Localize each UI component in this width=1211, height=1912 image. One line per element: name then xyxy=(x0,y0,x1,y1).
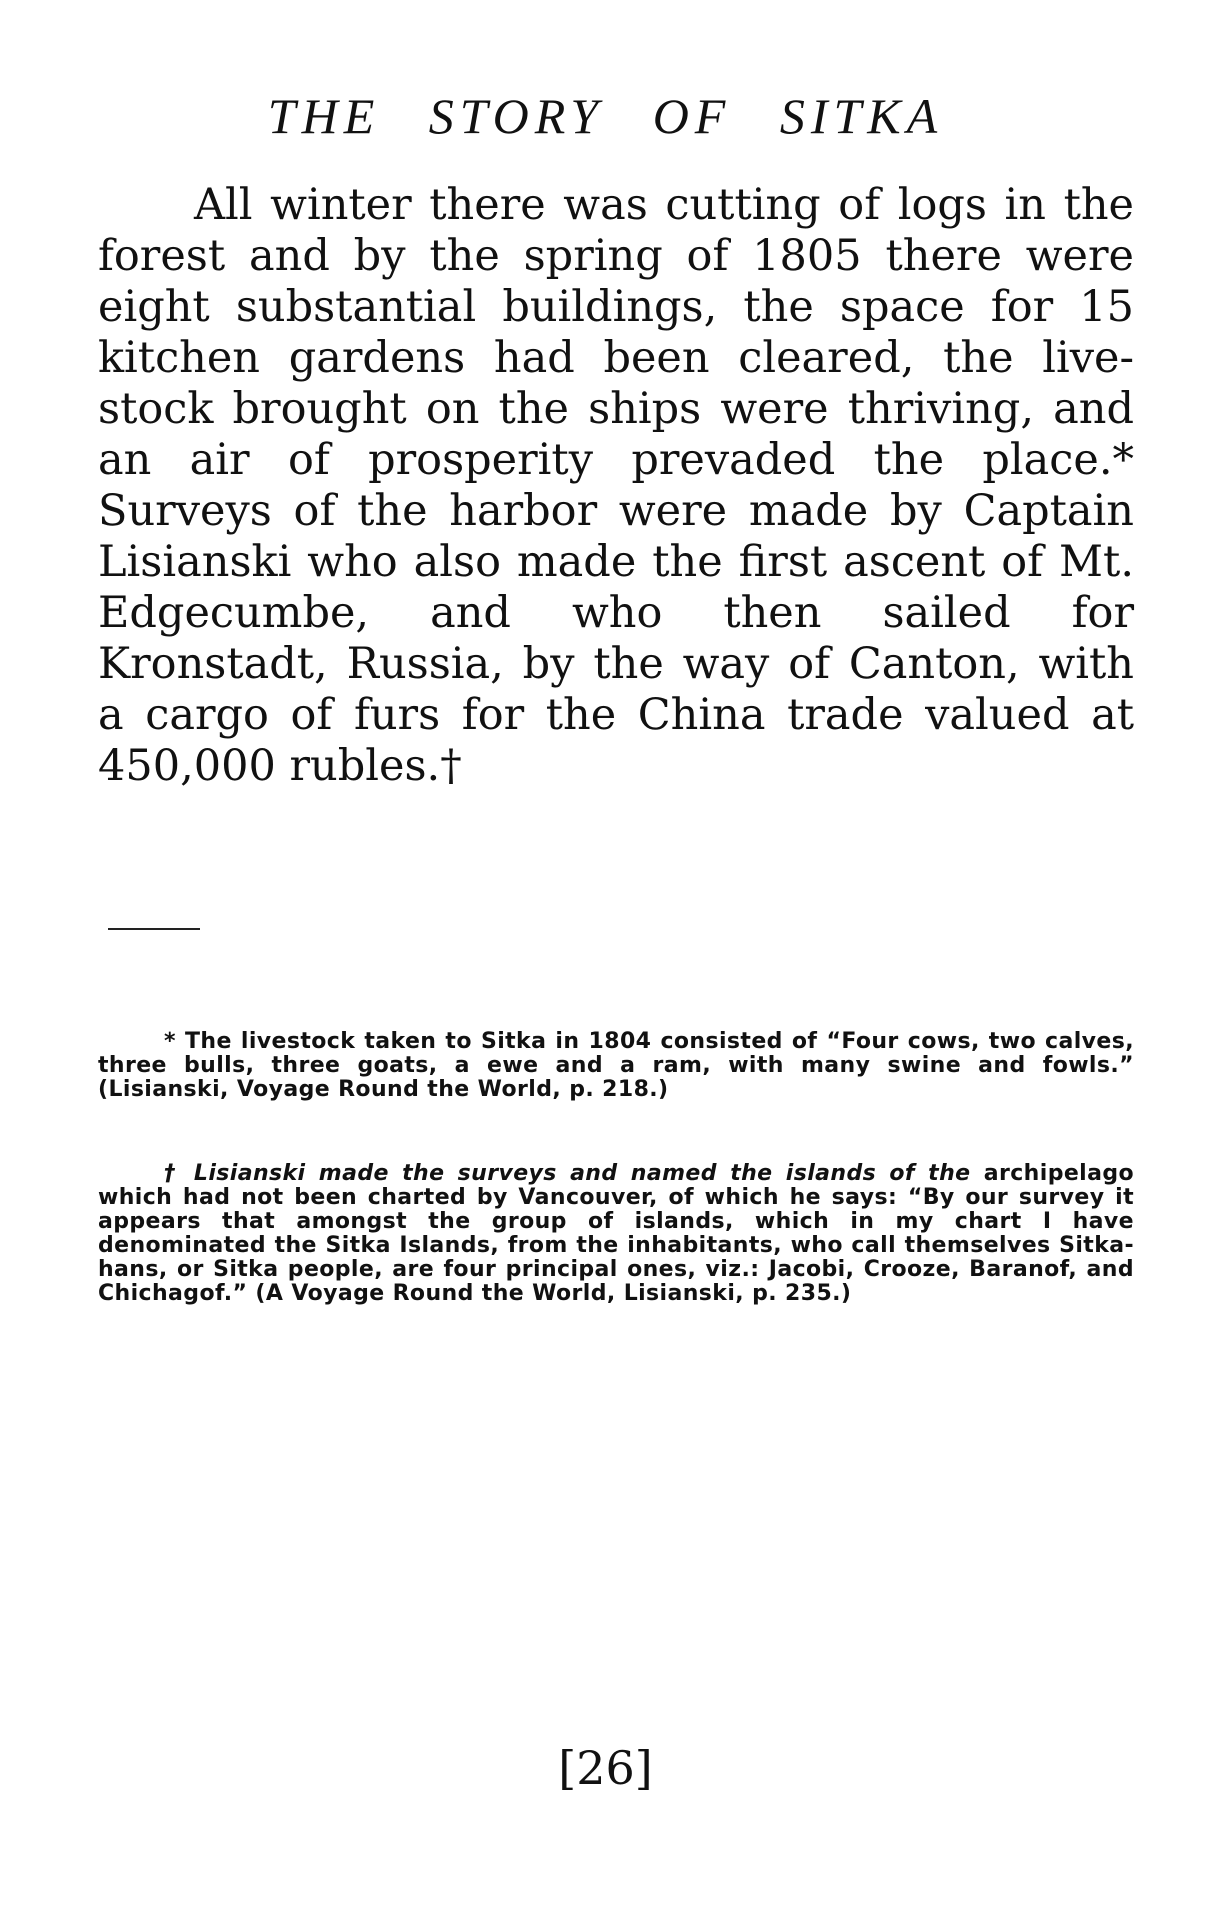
footnote-2-text: archipelago which had not been charted by Vancouver, of which he says: “By our survey it appears that amongst the group of islands, which in my chart I have denominated the Sitka Islands, from the inhabitants, who call themselves Sitka-hans, or Sitka people, are four principal ones, viz.: Jacobi, Crooze, Baranof, and Chichagof.” (A Voyage Round the World, Lisianski, p. 235.) xyxy=(98,1161,1135,1306)
footnote-1-text: The livestock taken to Sitka in 1804 consisted of “Four cows, two calves, three bulls, three goats, a ewe and a ram, with many swine and fowls.” (Lisianski, Voyage Round the World, p. 218.) xyxy=(98,1029,1135,1102)
body-paragraph: All winter there was cutting of logs in the forest and by the spring of 1805 there were eight substantial buildings, the space for 15 kitchen gardens had been cleared, the live-stock brought on the ships were thriving, and an air of prosperity prevaded the place.* Surveys of the harbor were made by Captain Lisianski who also made the first ascent of Mt. Edgecumbe, and who then sailed for Kronstadt, Russia, by the way of Canton, with a cargo of furs for the China trade valued at 450,000 rubles.† xyxy=(98,180,1134,791)
footnote-2 xyxy=(98,1162,1134,1306)
running-title: THE STORY OF SITKA xyxy=(267,88,944,144)
footnote-2-italic-lead: Lisianski made the surveys and named the islands of the xyxy=(193,1161,971,1186)
footnote-divider xyxy=(108,928,200,930)
footnote-1-marker: * xyxy=(164,1029,176,1054)
footnote-1 xyxy=(98,1030,1134,1102)
page-number: [26] xyxy=(558,1741,653,1795)
footnote-2-marker: † xyxy=(164,1161,181,1186)
